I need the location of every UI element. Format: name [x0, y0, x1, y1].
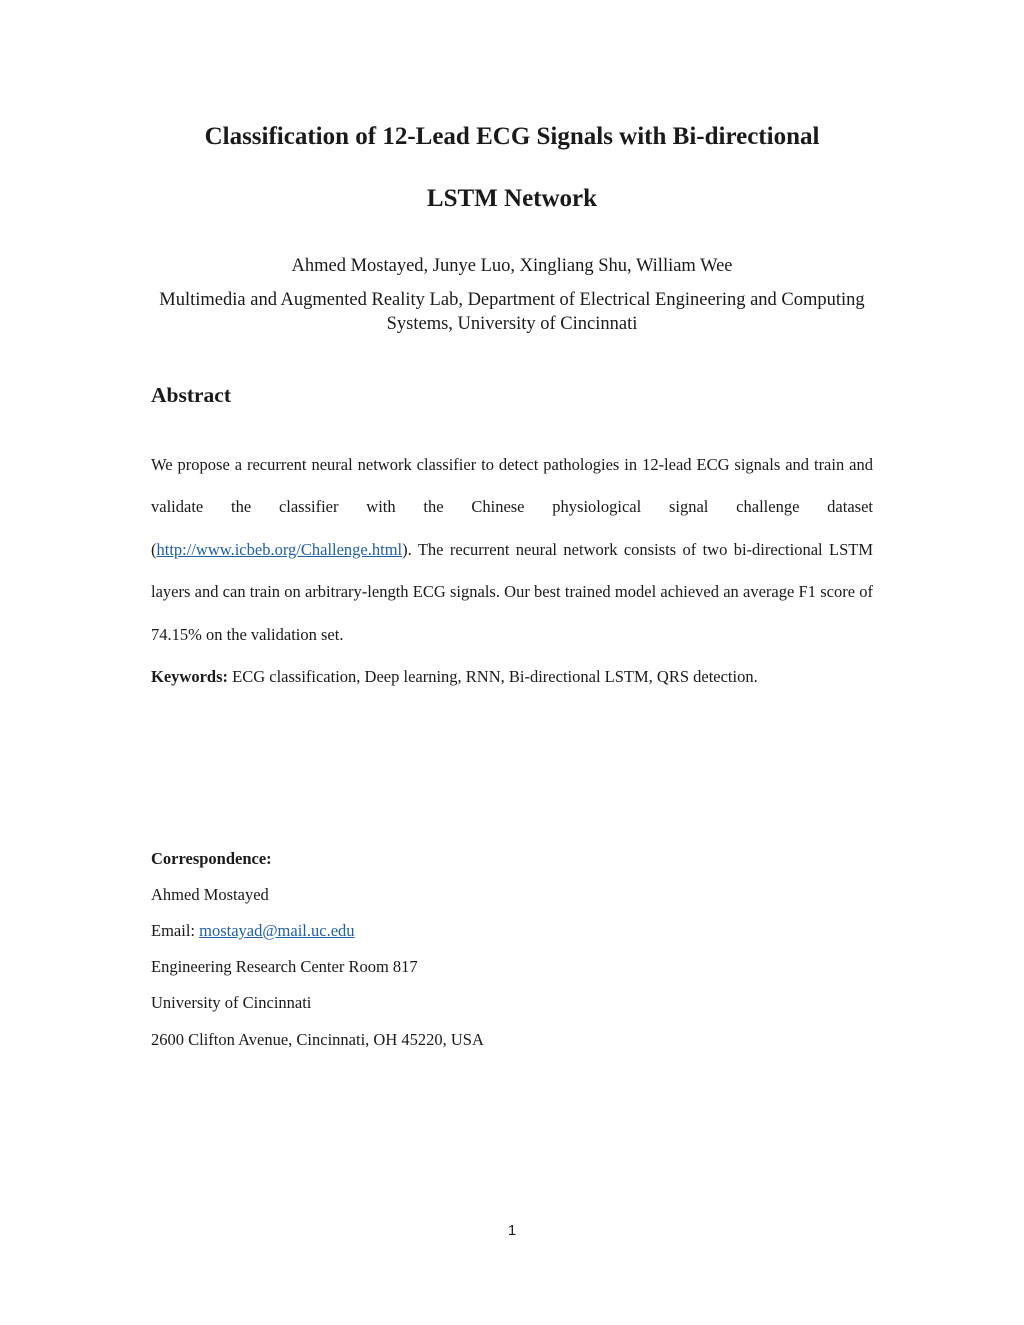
keywords	[151, 666, 891, 688]
email-label: Email:	[151, 921, 200, 940]
abstract-text-part-1: We propose a recurrent neural network classifier to detect pathologies in 12-lead ECG signals and train and validate the classifier with the Chinese physiological signal challenge dataset (	[151, 455, 873, 559]
affiliation: Multimedia and Augmented Reality Lab, Department of Electrical Engineering and Computing Systems, University of Cincinnati	[159, 290, 865, 334]
keywords-label: Keywords:	[151, 667, 228, 686]
keywords-text: ECG classification, Deep learning, RNN, Bi-directional LSTM, QRS detection.	[228, 667, 758, 686]
challenge-dataset-link[interactable]: http://www.icbeb.org/Challenge.html	[156, 539, 403, 559]
correspondence-heading: Correspondence:	[151, 849, 272, 868]
address-line-3: 2600 Clifton Avenue, Cincinnati, OH 45220, USA	[151, 1030, 484, 1049]
paper-title-line-1: Classification of 12-Lead ECG Signals with Bi-directional	[204, 123, 820, 150]
abstract-body	[151, 444, 873, 656]
address-line-2: University of Cincinnati	[151, 993, 312, 1012]
address-line-1: Engineering Research Center Room 817	[151, 957, 418, 976]
abstract-text-part-2: ). The recurrent neural network consists of two bi-directional LSTM layers and can train on arbitrary-length ECG signals. Our best trained model achieved an average F1 score of 74.15% on the validation set.	[151, 539, 873, 644]
author-list: Ahmed Mostayed, Junye Luo, Xingliang Shu, William Wee	[291, 256, 733, 276]
page-number: 1	[507, 1222, 517, 1239]
email-link[interactable]: mostayad@mail.uc.edu	[199, 921, 355, 940]
abstract-heading: Abstract	[151, 383, 232, 407]
paper-title-line-2: LSTM Network	[426, 185, 598, 212]
correspondence-name: Ahmed Mostayed	[151, 885, 269, 904]
correspondence-email-line	[151, 920, 355, 942]
